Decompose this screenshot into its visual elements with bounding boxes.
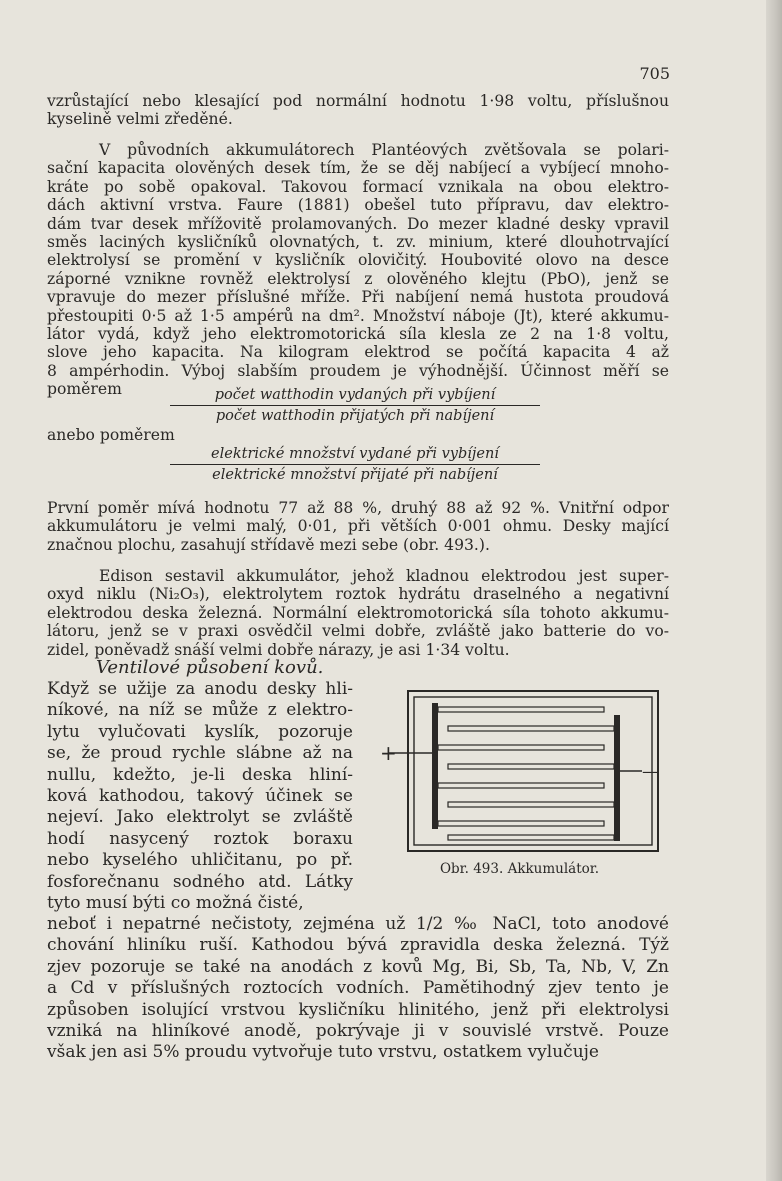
page-number: 705 bbox=[639, 64, 670, 83]
text-line: vzniká na hliníkové anodě, pokrývaje ji v souvislé vrstvě. Pouze bbox=[47, 1021, 669, 1042]
paragraph-3 bbox=[47, 499, 669, 554]
paragraph-2 bbox=[47, 141, 669, 399]
fraction-charge-denominator: elektrické množství přijaté při nabíjení bbox=[212, 467, 498, 483]
paragraph-4 bbox=[47, 567, 669, 659]
text-line: se, že proud rychle slábne až na bbox=[47, 743, 353, 764]
text-line: elektrolysí se promění v kysličník olovičitý. Houbovité olovo na desce bbox=[47, 251, 669, 270]
text-line: přestoupiti 0·5 až 1·5 ampérů na dm². Množství náboje (Jt), které akkumu- bbox=[47, 306, 669, 325]
text-line: V původních akkumulátorech Plantéových zvětšovala se polari- bbox=[99, 141, 669, 159]
text-line: První poměr mívá hodnotu 77 až 88 %, druhý 88 až 92 %. Vnitřní odpor bbox=[47, 499, 669, 517]
paragraph-5-column bbox=[47, 679, 353, 914]
text-line: nullu, kdežto, je-li deska hliní- bbox=[47, 764, 353, 785]
fraction-charge-numerator: elektrické množství vydané při vybíjení bbox=[170, 446, 540, 465]
text-line: dách aktivní vrstva. Faure (1881) obešel tuto přípravu, dav elektro- bbox=[47, 196, 669, 215]
text-line: nejeví. Jako elektrolyt se zvláště bbox=[47, 807, 353, 828]
text-line: látor vydá, když jeho elektromotorická síla klesla ze 2 na 1·8 voltu, bbox=[47, 325, 669, 344]
text-line: kráte po sobě opakoval. Takovou formací vznikala na obou elektro- bbox=[47, 177, 669, 196]
text-line: dám tvar desek mřížovitě prolamovaných. Do mezer kladné desky vpravil bbox=[47, 214, 669, 233]
text-line: značnou plochu, zasahují střídavě mezi sebe (obr. 493.). bbox=[47, 535, 490, 554]
text-line: Když se užije za anodu desky hli- bbox=[47, 679, 353, 699]
text-line: níkové, na níž se může z elektro- bbox=[47, 700, 353, 721]
text-line: elektrodou deska železná. Normální elektromotorická síla tohoto akkumu- bbox=[47, 603, 669, 622]
connector-text: anebo poměrem bbox=[47, 426, 175, 444]
positive-collector-bar bbox=[432, 703, 438, 829]
text-line: sační kapacita olověných desek tím, že se děj nabíjecí a vybíjecí mnoho- bbox=[47, 159, 669, 178]
figure-caption: Obr. 493. Akkumulátor. bbox=[439, 861, 600, 877]
section-heading: Ventilové působení kovů. bbox=[96, 657, 324, 678]
page-edge bbox=[766, 0, 782, 1181]
paragraph-5 bbox=[47, 914, 669, 1064]
negative-collector-bar bbox=[614, 715, 620, 841]
text-line: fosforečnanu sodného atd. Látky bbox=[47, 871, 353, 892]
text-line: zjev pozoruje se také na anodách z kovů Mg, Bi, Sb, Ta, Nb, V, Zn bbox=[47, 956, 669, 977]
text-line: směs laciných kysličníků olovnatých, t. zv. minium, které dlouhotrvající bbox=[47, 233, 669, 252]
text-line: vpravuje do mezer příslušné mříže. Při nabíjení nemá hustota proudová bbox=[47, 288, 669, 307]
fraction-charge bbox=[170, 446, 540, 483]
text-line: tyto musí býti co možná čisté, bbox=[47, 893, 304, 914]
text-line: a Cd v příslušných roztocích vodních. Pamětihodný zjev tento je bbox=[47, 978, 669, 999]
paragraph-1 bbox=[47, 92, 669, 129]
text-line: neboť i nepatrné nečistoty, zejména už 1/2 ‰ NaCl, toto anodové bbox=[47, 914, 669, 934]
text-line: zidel, poněvadž snáší velmi dobře nárazy, je asi 1·34 voltu. bbox=[47, 640, 510, 659]
fraction-watthours bbox=[170, 387, 540, 424]
text-line: hodí nasycený roztok boraxu bbox=[47, 828, 353, 849]
text-line: nebo kyselého uhličitanu, po př. bbox=[47, 850, 353, 871]
text-line: Edison sestavil akkumulátor, jehož kladnou elektrodou jest super- bbox=[99, 567, 669, 585]
text-line: záporné vznikne rovněž elektrolysí z olověného klejtu (PbO), jenž se bbox=[47, 269, 669, 288]
positive-plates bbox=[438, 707, 604, 826]
fraction-watthours-numerator: počet watthodin vydaných při vybíjení bbox=[170, 387, 540, 406]
text-line: vzrůstající nebo klesající pod normální hodnotu 1·98 voltu, příslušnou bbox=[47, 92, 669, 110]
text-line: kyselině velmi zředěné. bbox=[47, 110, 233, 129]
fraction-watthours-denominator: počet watthodin přijatých při nabíjení bbox=[215, 408, 495, 424]
accumulator-figure bbox=[378, 685, 661, 860]
text-line: látoru, jenž se v praxi osvědčil velmi dobře, zvláště jako batterie do vo- bbox=[47, 622, 669, 641]
text-line: lytu vylučovati kyslík, pozoruje bbox=[47, 721, 353, 742]
text-line: oxyd niklu (Ni₂O₃), elektrolytem roztok hydrátu draselného a negativní bbox=[47, 585, 669, 604]
minus-sign: — bbox=[642, 762, 658, 781]
text-line: chování hliníku ruší. Kathodou bývá zpravidla deska železná. Týž bbox=[47, 935, 669, 956]
text-line: poměrem bbox=[47, 380, 122, 399]
accumulator-diagram bbox=[378, 685, 661, 860]
text-line: 8 ampérhodin. Výboj slabším proudem je výhodnější. Účinnost měří se bbox=[47, 361, 669, 380]
plus-sign: + bbox=[380, 741, 397, 765]
text-line: ková kathodou, takový účinek se bbox=[47, 786, 353, 807]
text-line: způsoben isolující vrstvou kysličníku hlinitého, jenž při elektrolysi bbox=[47, 999, 669, 1020]
text-line: akkumulátoru je velmi malý, 0·01, při větších 0·001 ohmu. Desky mající bbox=[47, 517, 669, 536]
text-line: slove jeho kapacita. Na kilogram elektrod se počítá kapacita 4 až bbox=[47, 343, 669, 362]
text-line: však jen asi 5% proudu vytvořuje tuto vrstvu, ostatkem vylučuje bbox=[47, 1042, 599, 1063]
